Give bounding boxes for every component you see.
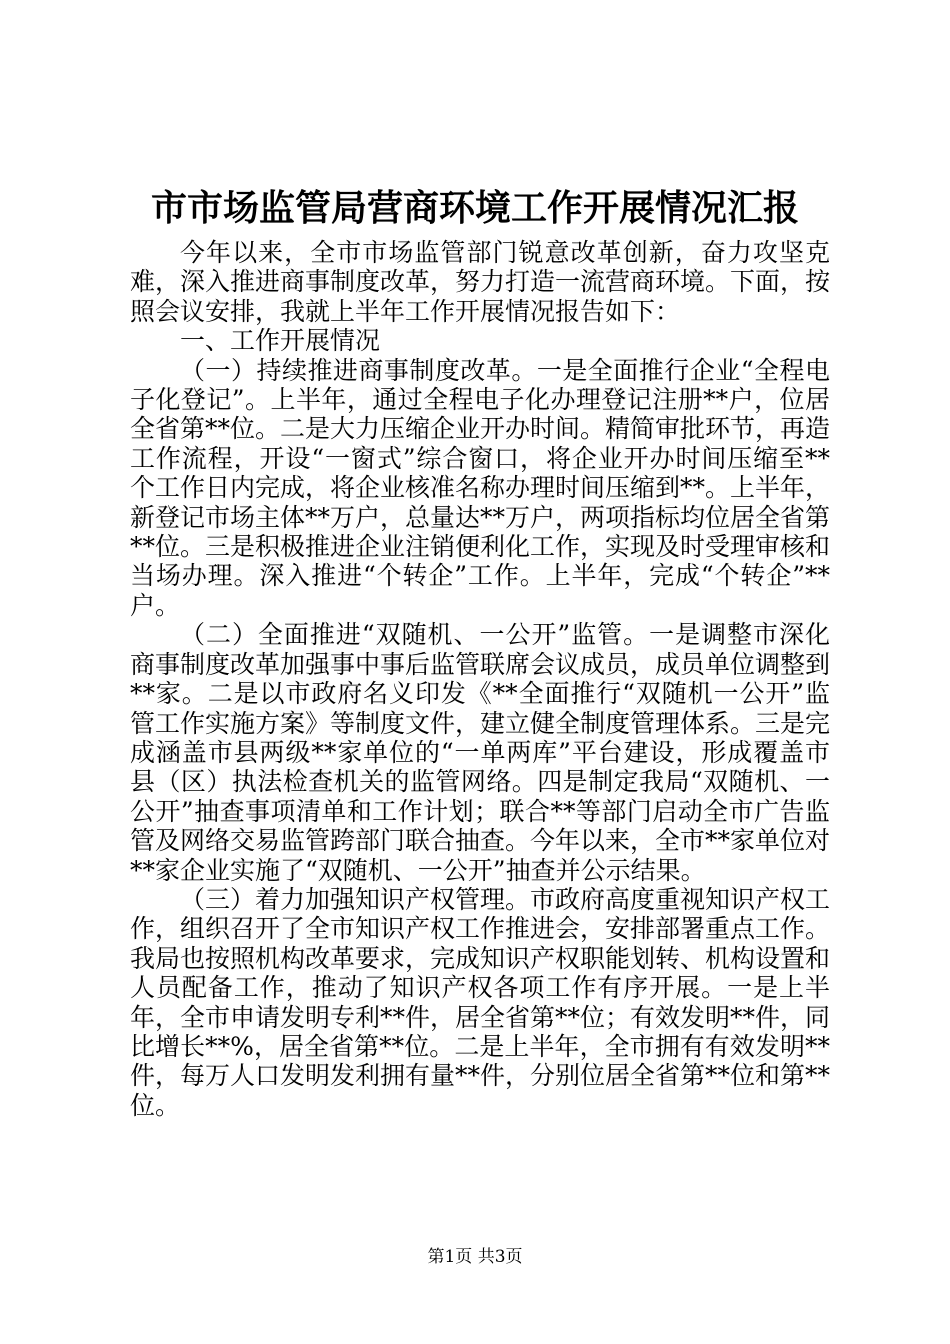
paragraph-double-random: （二）全面推进“双随机、一公开”监管。一是调整市深化商事制度改革加强事中事后监管联席会议成员，成员单位调整到**家。二是以市政府名义印发《**全面推行“双随机一公开”监管工作实施方案》等制度文件，建立健全制度管理体系。三是完成涵盖市县两级**家单位的“一单两库”平台建设，形成覆盖市县（区）执法检查机关的监管网络。四是制定我局“双随机、一公开”抽查事项清单和工作计划；联合**等部门启动全市广告监管及网络交易监管跨部门联合抽查。今年以来，全市**家单位对**家企业实施了“双随机、一公开”抽查并公示结果。 [130, 620, 831, 885]
paragraph-ip-management: （三）着力加强知识产权管理。市政府高度重视知识产权工作，组织召开了全市知识产权工作推进会，安排部署重点工作。我局也按照机构改革要求，完成知识产权职能划转、机构设置和人员配备工作，推动了知识产权各项工作有序开展。一是上半年，全市申请发明专利**件，居全省第**位；有效发明**件，同比增长**%，居全省第**位。二是上半年，全市拥有有效发明**件，每万人口发明发利拥有量**件，分别位居全省第**位和第**位。 [130, 884, 831, 1120]
intro-paragraph: 今年以来，全市市场监管部门锐意改革创新，奋力攻坚克难，深入推进商事制度改革，努力打造一流营商环境。下面，按照会议安排，我就上半年工作开展情况报告如下： [130, 238, 831, 326]
page-number: 第1页 共3页 [427, 1247, 523, 1267]
document-body [130, 238, 830, 1120]
section-heading: 一、工作开展情况 [180, 326, 381, 356]
paragraph-business-reform: （一）持续推进商事制度改革。一是全面推行企业“全程电子化登记”。上半年，通过全程电子化办理登记注册**户，位居全省第**位。二是大力压缩企业开办时间。精简审批环节，再造工作流程，开设“一窗式”综合窗口，将企业开办时间压缩至**个工作日内完成，将企业核准名称办理时间压缩到**。上半年，新登记市场主体**万户，总量达**万户，两项指标均位居全省第**位。三是积极推进企业注销便利化工作，实现及时受理审核和当场办理。深入推进“个转企”工作。上半年，完成“个转企”**户。 [130, 355, 831, 620]
document-title: 市市场监管局营商环境工作开展情况汇报 [150, 187, 799, 229]
